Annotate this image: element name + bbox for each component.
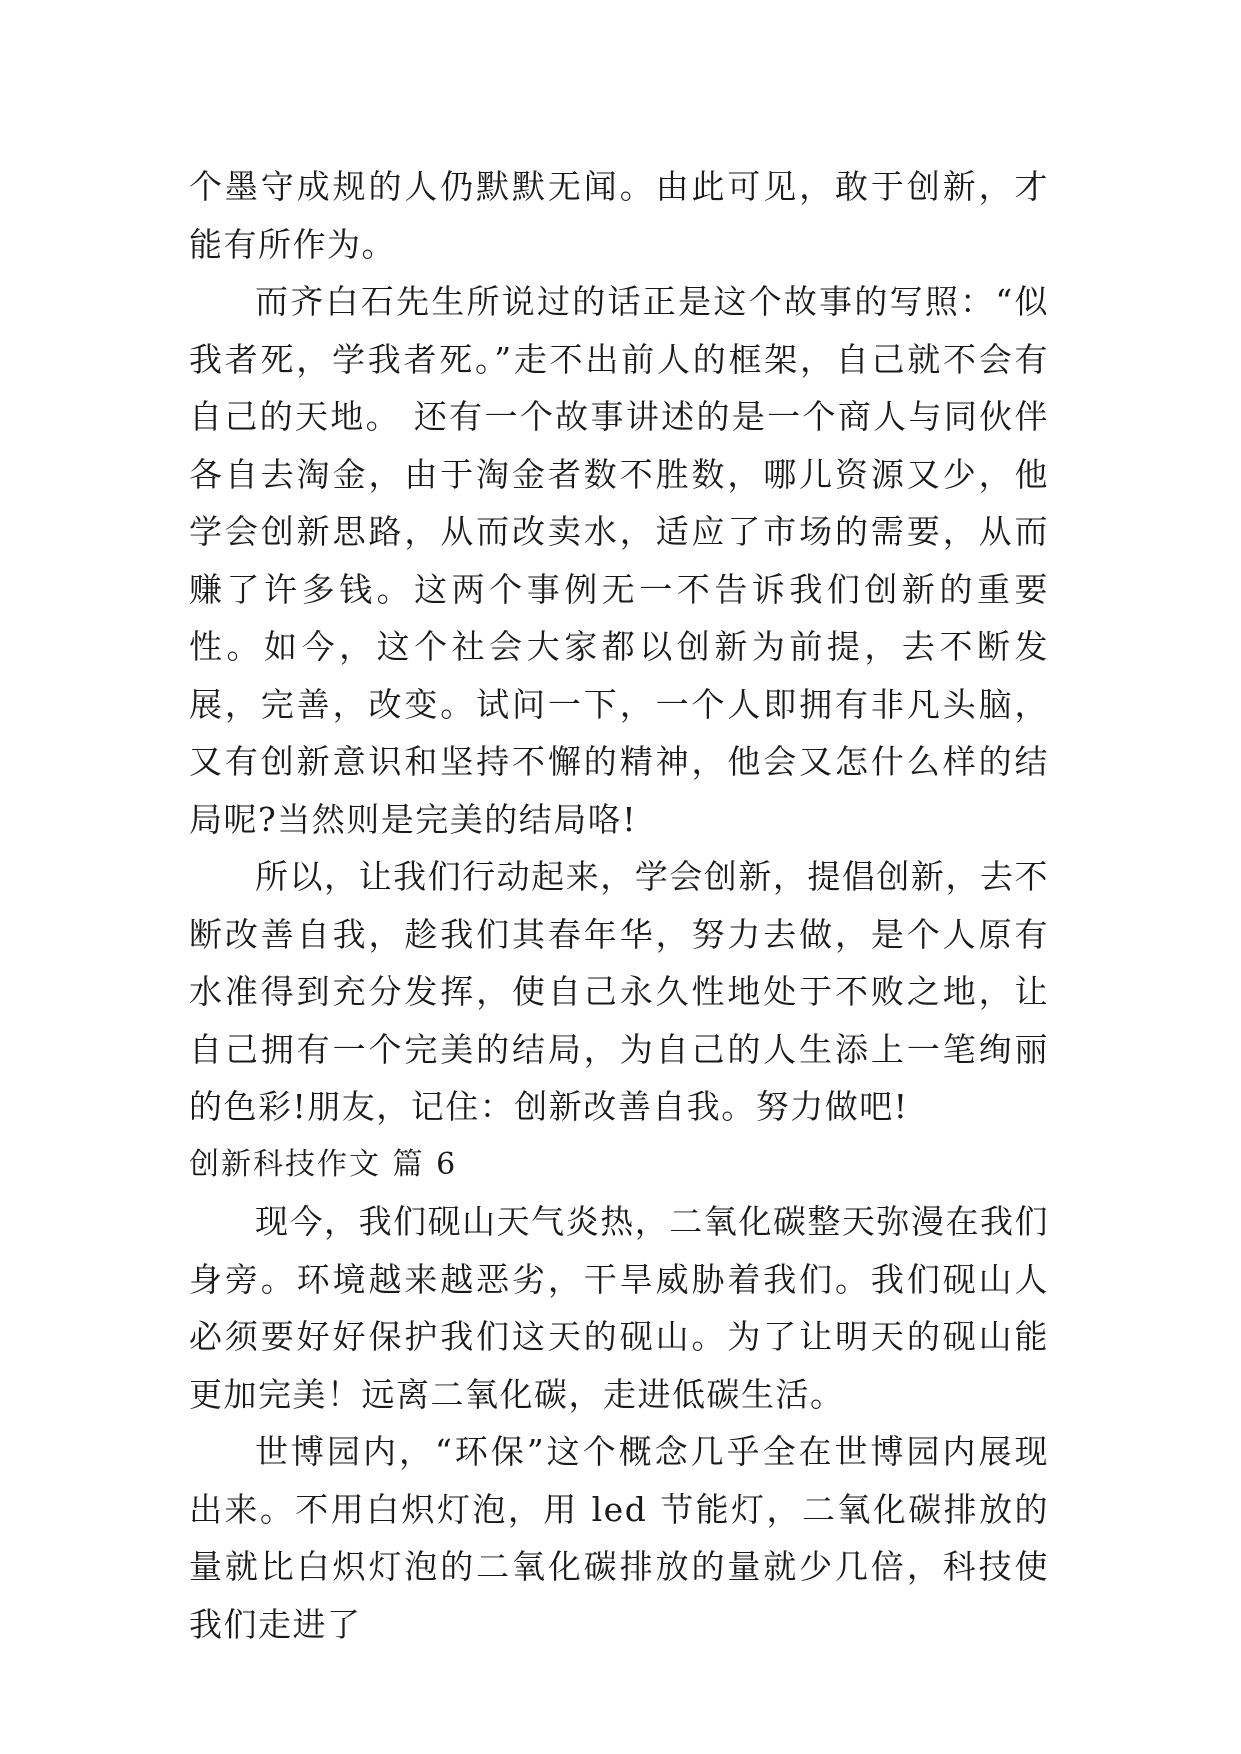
paragraph-continuation: 个墨守成规的人仍默默无闻。由此可见，敢于创新，才能有所作为。 — [189, 167, 1049, 264]
document-body — [189, 158, 1049, 1653]
paragraph-yanshan: 现今，我们砚山天气炎热，二氧化碳整天弥漫在我们身旁。环境越来越恶劣，干旱威胁着我们。我们砚山人必须要好好保护我们这天的砚山。为了让明天的砚山能更加完美！远离二氧化碳，走进低碳生活。 — [189, 1202, 1049, 1414]
paragraph-qi-baishi: 而齐白石先生所说过的话正是这个故事的写照：“似我者死，学我者死。”走不出前人的框架，自己就不会有自己的天地。 还有一个故事讲述的是一个商人与同伙伴各自去淘金，由于淘金者数不胜数，哪儿资源又少，他学会创新思路，从而改卖水，适应了市场的需要，从而赚了许多钱。这两个事例无一不告诉我们创新的重要性。如今，这个社会大家都以创新为前提，去不断发展，完善，改变。试问一下，一个人即拥有非凡头脑，又有创新意识和坚持不懈的精神，他会又怎什么样的结局呢?当然则是完美的结局咯! — [189, 282, 1049, 839]
paragraph-expo: 世博园内，“环保”这个概念几乎全在世博园内展现出来。不用白炽灯泡，用 led 节能灯，二氧化碳排放的量就比白炽灯泡的二氧化碳排放的量就少几倍，科技使我们走进了 — [189, 1432, 1049, 1644]
section-heading: 创新科技作文 篇 6 — [189, 1146, 458, 1182]
paragraph-conclusion: 所以，让我们行动起来，学会创新，提倡创新，去不断改善自我，趁我们其春年华，努力去做，是个人原有水准得到充分发挥，使自己永久性地处于不败之地，让自己拥有一个完美的结局，为自己的人生添上一笔绚丽的色彩!朋友，记住：创新改善自我。努力做吧! — [189, 857, 1049, 1126]
